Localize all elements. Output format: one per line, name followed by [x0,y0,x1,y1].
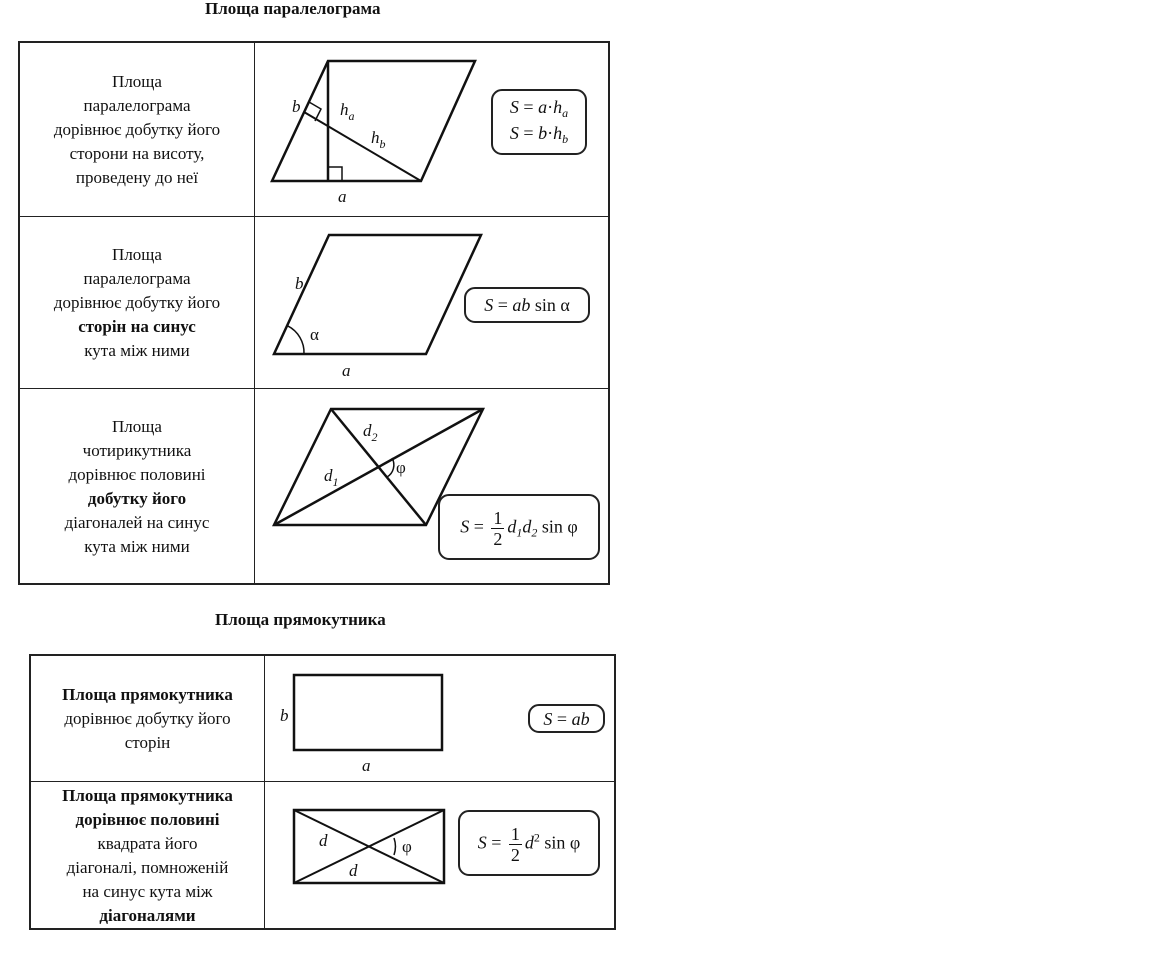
row-description [20,217,254,389]
formula-box: S = ab [528,704,605,733]
row-description [31,656,264,781]
description-line: квадрата його [97,833,198,853]
table-row [20,388,608,584]
parallelogram-table [18,41,610,585]
label-b: b [292,97,301,116]
label-d-bottom: d [349,861,358,880]
description-line: діагоналями [99,905,196,925]
parallelogram-title: Площа паралелограма [205,0,381,18]
fraction: $\frac{1}{2}$ [493,508,503,549]
description-line: дорівнює половині [75,809,220,829]
description-line: сторони на висоту, [69,143,205,163]
description-line: Площа [112,416,162,436]
rectangle-table [29,654,616,930]
label-alpha: α [310,325,319,344]
angle-arc [394,838,395,855]
fraction: $\frac{1}{2}$ [510,824,520,865]
formula-box: S = $\frac{1}{2}$ $d_1d_2$ sin φ [438,494,600,560]
description-line: кута між ними [84,536,190,556]
label-b: b [295,274,304,293]
description-line: Площа [112,245,162,264]
label-a: a [338,187,347,206]
label-phi: φ [402,837,412,856]
table-row [20,43,608,216]
parallelogram-shape [274,235,481,354]
label-d2: $d_2$ [363,421,378,444]
diagonal-d2 [331,409,426,525]
description-line: Площа прямокутника [62,785,233,805]
rectangle-shape [294,675,442,750]
description-line: сторін [124,732,171,752]
description-line: добутку його [87,488,187,508]
description-line: Площа [112,71,162,91]
description-line: паралелограма [83,95,191,115]
description-line: дорівнює добутку його [53,293,221,312]
description-line: діагоналей на синус [64,512,210,532]
table-row [20,216,608,389]
label-b: b [280,706,289,725]
label-h-a: $h_a$ [340,100,355,123]
description-line: Площа прямокутника [62,684,233,704]
label-a: a [342,361,351,380]
description-line: дорівнює добутку його [53,119,221,139]
height-b-line [304,112,421,181]
description-line: на синус кута між [82,881,213,901]
description-line: чотирикутника [82,440,192,460]
label-d1: $d_1$ [324,466,339,489]
formula-box: S = $\frac{1}{2}$ $d^2$ sin φ [458,810,600,876]
row-description [31,782,264,929]
description-line: кута між ними [84,341,190,360]
description-line: проведену до неї [75,167,199,187]
description-line: паралелограма [83,269,191,288]
table-row [31,656,614,781]
row-description [20,389,254,584]
rectangle-title: Площа прямокутника [215,610,386,629]
formula-box: $S = a\cdot h_a$ $S = b\cdot h_b$ [491,89,587,155]
right-angle-mark [328,167,342,181]
description-line: діагоналі, помноженій [66,857,229,877]
angle-arc [288,326,304,354]
description-line: сторін на синус [78,317,196,336]
parallelogram-shape [272,61,475,181]
label-h-b: $h_b$ [371,128,386,151]
description-line: дорівнює половині [68,464,206,484]
label-a: a [362,756,371,775]
description-line: дорівнює добутку його [64,708,231,728]
formula-box: S = ab sin α [464,287,590,323]
table-row [31,781,614,929]
row-description [20,43,254,216]
label-phi: φ [396,458,406,477]
label-d-top: d [319,831,328,850]
